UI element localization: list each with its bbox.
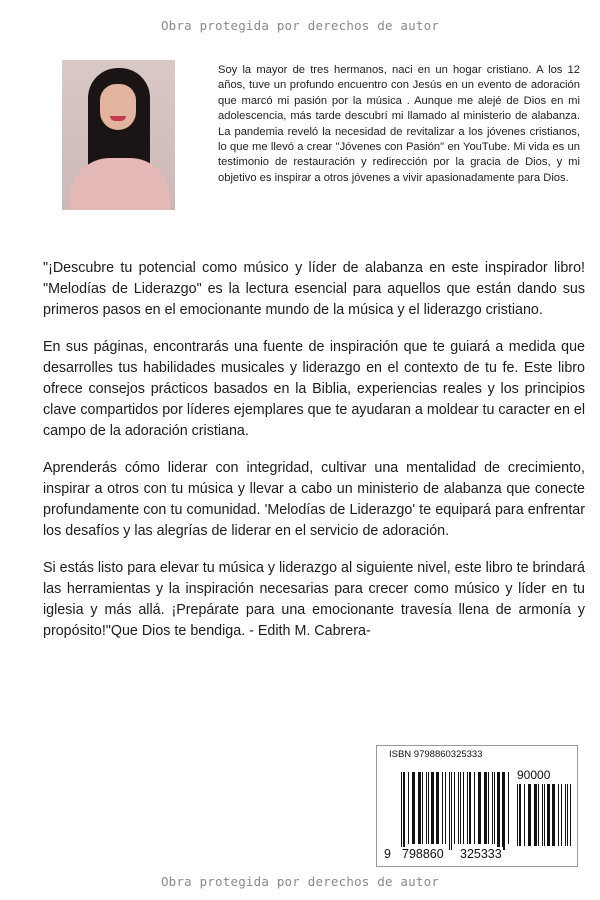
barcode-bar [517, 784, 518, 846]
barcode-digits-left: 798860 [402, 847, 444, 861]
author-bio-text: Soy la mayor de tres hermanos, naci en un hogar cristiano. A los 12 años, tuve un profundo encuentro con Jesús en un evento de adoración que marcó mi pasión por la música . Aunque me alejé de Dios en mi adolescencia, más tarde descubrí mi llamado al ministerio de alabanza. La pandemia reveló la necesidad de revitalizar a los jóvenes cristianos, lo que me llevó a crear "Jóvenes con Pasión" en YouTube. Mi vida es un testimonio de restauración y redirección por la gracia de Dios, y mi objetivo es inspirar a otros jóvenes a vivir apasionadamente para Dios. [218, 64, 580, 184]
barcode-bar [567, 784, 568, 846]
barcode-bar [436, 772, 439, 844]
barcode-bar [426, 772, 427, 844]
book-description [43, 258, 585, 658]
barcode-bar [401, 772, 402, 850]
barcode-bar [492, 772, 493, 844]
barcode-bar [478, 772, 481, 844]
barcode-bar [449, 772, 450, 850]
barcode-bar [538, 784, 539, 846]
author-photo [62, 60, 175, 210]
barcode-bar [544, 784, 545, 846]
barcode-digits-right: 325333 [460, 847, 502, 861]
barcode-bar [408, 772, 409, 844]
barcode-bar [403, 772, 405, 850]
barcode-bar [454, 772, 455, 844]
barcode-bar [484, 772, 487, 844]
barcode-bar [565, 784, 566, 846]
barcode-bar [561, 784, 562, 846]
description-paragraph: Si estás listo para elevar tu música y liderazgo al siguiente nivel, este libro te brindará las herramientas y la inspiración necesarias para crecer como músico y líder en tu iglesia y más allá. ¡Prepárate para una emocionante travesía llena de armonía y propósito!"Que Dios te bendiga. - Edith M. Cabrera- [43, 560, 585, 639]
barcode-bar [460, 772, 461, 844]
description-paragraph: "¡Descubre tu potencial como músico y líder de alabanza en este inspirador libro! "Melodías de Liderazgo" es la lectura esencial para aquellos que están dando sus primeros pasos en el emocionante mundo de la música y el liderazgo cristiano. [43, 260, 585, 318]
barcode-bar [428, 772, 429, 844]
barcode-addon: 90000 [517, 768, 551, 782]
barcode-bar [412, 772, 415, 844]
barcode-bar [552, 784, 555, 846]
barcode-bar [451, 772, 452, 850]
barcode-bar [463, 772, 464, 844]
barcode-bar [558, 784, 559, 846]
barcode-bar [467, 772, 468, 844]
barcode-bar [542, 784, 543, 846]
barcode-bar [570, 784, 571, 846]
author-bio [218, 63, 580, 186]
barcode-bar [494, 772, 495, 844]
barcode-bar [497, 772, 500, 850]
description-paragraph: En sus páginas, encontrarás una fuente de inspiración que te guiará a medida que desarrolles tus habilidades musicales y liderazgo en el contexto de tu fe. Este libro ofrece consejos prácticos basados en la Biblia, experiencias reales y los principios clave compartidos por líderes ejemplares que te ayudaran a moldear tu caracter en el campo de la adoración cristiana. [43, 339, 585, 439]
barcode-bar [508, 772, 509, 844]
barcode-bar [469, 772, 471, 844]
barcode-bar [445, 772, 446, 844]
barcode-bar [528, 784, 531, 846]
barcode-bar [442, 772, 443, 844]
barcode-bar [474, 772, 475, 844]
barcode-bar [519, 784, 521, 846]
barcode-bar [524, 784, 525, 846]
copyright-watermark-top: Obra protegida por derechos de autor [160, 18, 440, 33]
barcode-bar [458, 772, 459, 844]
isbn-label: ISBN 9798860325333 [389, 749, 483, 760]
copyright-watermark-bottom: Obra protegida por derechos de autor [160, 874, 440, 889]
barcode-bar [502, 772, 505, 850]
barcode-bar [431, 772, 434, 844]
barcode-bar [534, 784, 537, 846]
description-paragraph: Aprenderás cómo liderar con integridad, cultivar una mentalidad de crecimiento, inspirar a otros con tu música y llevar a cabo un ministerio de alabanza que conecte profundamente con tu comunidad. 'Melodías de Liderazgo' te equipará para enfrentar los desafíos y las alegrías de liderar en el servicio de adoración. [43, 460, 585, 539]
barcode-bar [418, 772, 421, 844]
barcode-bar [488, 772, 489, 844]
barcode-digit-first: 9 [384, 847, 391, 861]
isbn-barcode [376, 745, 578, 867]
barcode-bar [547, 784, 550, 846]
barcode-bar [422, 772, 423, 844]
